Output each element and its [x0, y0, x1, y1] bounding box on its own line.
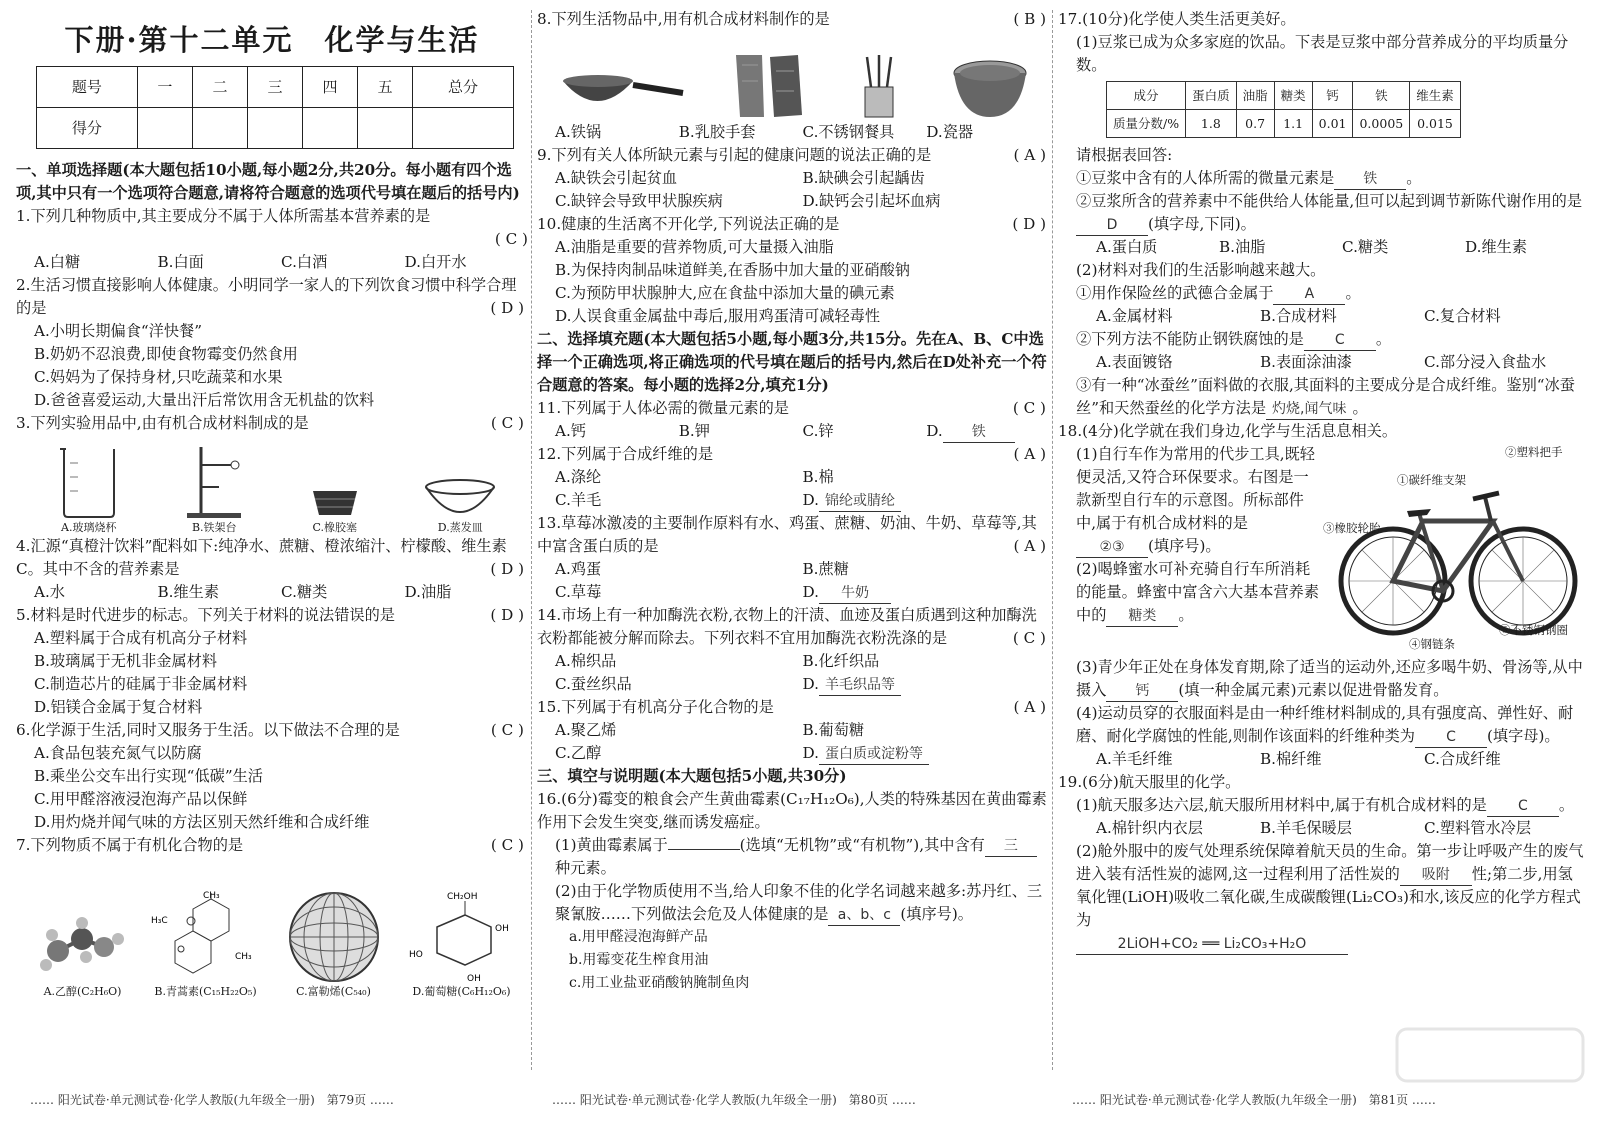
beaker-icon [54, 443, 124, 521]
answer-fill[interactable]: a、b、c [828, 906, 900, 926]
column-divider [531, 10, 532, 1070]
option: C.草莓 [555, 583, 602, 601]
sub-question: ①用作保险丝的武德合金属于 A 。 [1058, 282, 1588, 305]
options-row [537, 650, 1050, 673]
question-stem: 3.下列实验用品中,由有机合成材料制成的是 ( C ) [16, 412, 528, 435]
svg-text:H₃C: H₃C [150, 916, 168, 926]
score-header-cell: 题号 [37, 67, 138, 108]
option: D.瓷器 [926, 123, 974, 141]
option: C.制造芯片的硅属于非金属材料 [34, 675, 248, 693]
option: A.缺铁会引起贫血 [555, 169, 678, 187]
score-cell[interactable] [137, 108, 192, 149]
options-row [537, 558, 1050, 581]
option-image: A.乙醇(C₂H₆O) [38, 905, 128, 999]
options-row: A.金属材料 B.合成材料 C.复合材料 [1096, 307, 1501, 325]
option: B.缺碘会引起龋齿 [802, 169, 925, 187]
page-footer: …… 阳光试卷·单元测试卷·化学人教版(九年级全一册) 第81页 …… [1072, 1093, 1436, 1107]
options-row: A.棉针织内衣层 B.羊毛保暖层 C.塑料管水冷层 [1096, 819, 1532, 837]
option: A.聚乙烯 [555, 721, 617, 739]
question-stem: 16.(6分)霉变的粮食会产生黄曲霉素(C₁₇H₁₂O₆),人类的特殊基因在黄曲霉素作用下会发生突变,继而诱发癌症。 [537, 790, 1047, 831]
image-options-row [26, 439, 528, 535]
option: B.白面 [157, 253, 204, 271]
equation-fill[interactable]: 2LiOH+CO₂ ══ Li₂CO₃+H₂O [1076, 935, 1348, 955]
option: B.化纤织品 [802, 652, 880, 670]
option: B.棉 [802, 468, 834, 486]
question-stem: 7.下列物质不属于有机化合物的是 ( C ) [16, 834, 528, 857]
watermark-logo [1395, 1025, 1585, 1085]
score-table [36, 66, 514, 149]
bike-label: ①碳纤维支架 [1397, 473, 1466, 487]
sub-question: (2)喝蜂蜜水可补充骑自行车所消耗的能量。蜂蜜中富含六大基本营养素中的 糖类 。 [1058, 558, 1588, 627]
table-header-cell: 维生素 [1410, 82, 1461, 110]
option: D.铝镁合金属于复合材料 [34, 698, 203, 716]
options-row: C.蚕丝织品 D. 羊毛织品等 [537, 673, 1050, 696]
table-header-cell: 糖类 [1274, 82, 1312, 110]
option: C.妈妈为了保持身材,只吃蔬菜和水果 [34, 368, 283, 386]
iron-stand-icon [179, 443, 249, 521]
question-stem: 5.材料是时代进步的标志。下列关于材料的说法错误的是 ( D ) [16, 604, 528, 627]
option: C.为预防甲状腺肿大,应在食盐中添加大量的碘元素 [555, 284, 895, 302]
option-image: C.橡胶塞 [305, 481, 365, 535]
answer-bracket: ( C ) [494, 230, 528, 248]
answer-bracket: ( D ) [1012, 215, 1046, 233]
column-middle [537, 0, 1050, 1082]
sub-question: (2)由于化学物质使用不当,给人印象不佳的化学名词越来越多:苏丹红、三聚氰胺……下列做法会危及人体健康的是 a、b、c (填序号)。 [537, 880, 1050, 926]
score-cell[interactable] [358, 108, 413, 149]
page-footer: …… 阳光试卷·单元测试卷·化学人教版(九年级全一册) 第79页 …… [30, 1093, 394, 1107]
option: A.白糖 [34, 253, 81, 271]
sub-question: (3)青少年正处在身体发育期,除了适当的运动外,还应多喝牛奶、骨汤等,从中摄入 钙 (填一种金属元素)元素以促进骨骼发育。 [1058, 656, 1588, 702]
question-stem: 19.(6分)航天服里的化学。 [1058, 773, 1241, 791]
list-item: c.用工业盐亚硝酸钠腌制鱼肉 [569, 975, 750, 991]
answer-fill[interactable]: 羊毛织品等 [819, 676, 901, 696]
option: B.为保持肉制品味道鲜美,在香肠中加大量的亚硝酸钠 [555, 261, 910, 279]
option: A.钙 [555, 422, 586, 440]
option: A.棉织品 [555, 652, 617, 670]
table-header-cell: 油脂 [1236, 82, 1274, 110]
option: B.葡萄糖 [802, 721, 865, 739]
wok-icon [557, 63, 687, 121]
table-cell: 0.7 [1236, 110, 1274, 138]
sub-question: (4)运动员穿的衣服面料是由一种纤维材料制成的,具有强度高、弹性好、耐磨、耐化学腐蚀的性能,则制作该面料的纤维种类为 C (填字母)。 [1058, 702, 1588, 748]
answer-bracket: ( A ) [1013, 698, 1046, 716]
answer-fill[interactable]: A [1273, 285, 1345, 305]
sub-question: ①豆浆中含有的人体所需的微量元素是 铁 。 [1058, 167, 1588, 190]
question-stem: 6.化学源于生活,同时又服务于生活。以下做法不合理的是 ( C ) [16, 719, 528, 742]
option: C.羊毛 [555, 491, 602, 509]
table-header-cell: 铁 [1353, 82, 1410, 110]
options-row: A.表面镀铬 B.表面涂油漆 C.部分浸入食盐水 [1096, 353, 1547, 371]
option: A.油脂是重要的营养物质,可大量摄入油脂 [555, 238, 834, 256]
score-header-cell: 一 [137, 67, 192, 108]
question-stem: 15.下列属于有机高分子化合物的是 ( A ) [537, 696, 1050, 719]
question-stem: 2.生活习惯直接影响人体健康。小明同学一家人的下列饮食习惯中科学合理的是 ( D ) [16, 274, 528, 320]
image-options-row [26, 869, 528, 999]
answer-bracket: ( A ) [1013, 146, 1046, 164]
option-image: C.富勒烯(C₅₄₀) [284, 889, 384, 999]
table-cell: 0.015 [1410, 110, 1461, 138]
option: C.糖类 [281, 583, 328, 601]
bike-label: ③橡胶轮胎 [1323, 521, 1381, 535]
section-heading: 二、选择填充题(本大题包括5小题,每小题3分,共15分。先在A、B、C中选择一个正确选项,将正确选项的代号填在题后的括号内,然后在D处补充一个符合题意的答案。每小题的选择2分,填充1分) [537, 330, 1047, 394]
answer-fill[interactable]: 蛋白质或淀粉等 [819, 745, 929, 765]
column-divider [1052, 10, 1053, 1070]
answer-fill[interactable]: 灼烧,闻气味 [1266, 400, 1352, 420]
option: A.涤纶 [555, 468, 602, 486]
question-stem: 4.汇源“真橙汁饮料”配料如下:纯净水、蔗糖、橙浓缩汁、柠檬酸、维生素C。其中不含的营养素是 ( D ) [16, 535, 528, 581]
answer-fill[interactable]: C [1304, 331, 1376, 351]
table-cell: 0.01 [1312, 110, 1353, 138]
options-row: A.蛋白质 B.油脂 C.糖类 D.维生素 [1096, 238, 1528, 256]
image-options-row [537, 35, 1050, 121]
table-cell: 1.8 [1186, 110, 1237, 138]
sub-question: (1)黄曲霉素属于 (选填“无机物”或“有机物”),其中含有 三种元素。 [537, 834, 1050, 880]
options-row [16, 581, 528, 604]
svg-text:CH₃: CH₃ [202, 891, 220, 901]
watermark-icon [1395, 1025, 1585, 1085]
answer-bracket: ( D ) [490, 560, 524, 578]
sub-question: (2)材料对我们的生活影响越来越大。 [1076, 261, 1326, 279]
option: B.乳胶手套 [678, 123, 756, 141]
answer-bracket: ( A ) [1013, 537, 1046, 555]
option-image [557, 63, 687, 121]
bike-label: ⑤不锈钢钢圈 [1499, 623, 1568, 637]
table-cell: 质量分数/% [1107, 110, 1186, 138]
option-image: CH₃ H₃C CH₃ B.青蒿素(C₁₅H₂₂O₅) [151, 889, 261, 999]
options-row [537, 466, 1050, 489]
page-title: 下册·第十二单元 化学与生活 [64, 23, 480, 57]
answer-fill[interactable]: 铁 [1334, 170, 1406, 190]
glucose-structure-icon [407, 889, 517, 985]
answer-bracket: ( C ) [490, 836, 524, 854]
bike-label: ④钢链条 [1409, 637, 1455, 651]
column-right [1058, 0, 1588, 1082]
question-stem: 13.草莓冰激凌的主要制作原料有水、鸡蛋、蔗糖、奶油、牛奶、草莓等,其中富含蛋白质的是 ( A ) [537, 512, 1050, 558]
option: D.人误食重金属盐中毒后,服用鸡蛋清可减轻毒性 [555, 307, 881, 325]
nutrition-table [1106, 81, 1461, 138]
sub-question: ②下列方法不能防止钢铁腐蚀的是 C 。 [1058, 328, 1588, 351]
table-cell: 1.1 [1274, 110, 1312, 138]
option-image: D.蒸发皿 [420, 477, 500, 535]
question-stem: 14.市场上有一种加酶洗衣粉,衣物上的汗渍、血迹及蛋白质遇到这种加酶洗衣粉都能被分解而除去。下列衣料不宜用加酶洗衣粉洗涤的是 ( C ) [537, 604, 1050, 650]
table-header-cell: 蛋白质 [1186, 82, 1237, 110]
option: B.玻璃属于无机非金属材料 [34, 652, 218, 670]
option: D.缺钙会引起坏血病 [802, 192, 941, 210]
option: C.用甲醛溶液浸泡海产品以保鲜 [34, 790, 248, 808]
artemisinin-structure-icon [151, 889, 261, 985]
score-cell[interactable] [192, 108, 247, 149]
option: A.水 [34, 583, 65, 601]
question-stem: 12.下列属于合成纤维的是 ( A ) [537, 443, 1050, 466]
option: B.乘坐公交车出行实现“低碳”生活 [34, 767, 263, 785]
rubber-stopper-icon [305, 481, 365, 521]
answer-fill[interactable]: 锦纶或腈纶 [819, 492, 901, 512]
score-header-cell: 五 [358, 67, 413, 108]
fullerene-icon [284, 889, 384, 985]
answer-bracket: ( C ) [1012, 399, 1046, 417]
options-row [16, 251, 528, 274]
score-cell[interactable] [413, 108, 514, 149]
table-header-cell: 成分 [1107, 82, 1186, 110]
answer-fill[interactable]: 铁 [943, 423, 1015, 443]
score-header-cell: 三 [247, 67, 302, 108]
answer-fill[interactable]: D [1076, 216, 1148, 236]
answer-fill[interactable]: 三 [985, 837, 1037, 857]
answer-fill[interactable]: C [1487, 797, 1559, 817]
answer-fill[interactable]: 吸附 [1400, 866, 1472, 886]
score-cell[interactable] [247, 108, 302, 149]
answer-fill[interactable]: C [1415, 728, 1487, 748]
option: D. [926, 422, 943, 440]
answer-bracket: ( A ) [1013, 445, 1046, 463]
section-heading: 三、填空与说明题(本大题包括5小题,共30分) [537, 767, 847, 785]
answer-fill[interactable]: 糖类 [1106, 607, 1178, 627]
sub-question: ③有一种“冰蚕丝”面料做的衣服,其面料的主要成分是合成纤维。鉴别“冰蚕丝”和天然蚕丝的化学方法是 灼烧,闻气味 。 [1058, 374, 1588, 420]
option: C.乙醇 [555, 744, 602, 762]
answer-bracket: ( D ) [490, 299, 524, 317]
option: A.食品包装充氮气以防腐 [34, 744, 202, 762]
page-footer: …… 阳光试卷·单元测试卷·化学人教版(九年级全一册) 第80页 …… [552, 1093, 916, 1107]
latex-gloves-icon [728, 51, 808, 121]
svg-text:OH: OH [494, 924, 509, 934]
svg-text:OH: OH [466, 974, 481, 984]
options-row [537, 420, 1050, 443]
list-item: b.用霉变花生榨食用油 [569, 952, 709, 968]
option: A.鸡蛋 [555, 560, 602, 578]
option: C.不锈钢餐具 [802, 123, 895, 141]
ethanol-molecule-icon [38, 905, 128, 985]
section-heading: 一、单项选择题(本大题包括10小题,每小题2分,共20分。每小题有四个选项,其中只有一个选项符合题意,请将符合题意的选项代号填在题后的括号内) [16, 161, 520, 202]
option: A.塑料属于合成有机高分子材料 [34, 629, 248, 647]
evaporating-dish-icon [420, 477, 500, 521]
options-row: C.乙醇 D. 蛋白质或淀粉等 [537, 742, 1050, 765]
option: B.蔗糖 [802, 560, 849, 578]
sub-question: (1)自行车作为常用的代步工具,既轻便灵活,又符合环保要求。右图是一款新型自行车的示意图。所标部件中,属于有机合成材料的是②③ (填序号)。 [1058, 443, 1588, 558]
option: B.钾 [678, 422, 710, 440]
answer-bracket: ( C ) [490, 721, 524, 739]
option-image: B.铁架台 [179, 443, 249, 535]
options-row: C.草莓 D. 牛奶 [537, 581, 1050, 604]
answer-fill[interactable]: 牛奶 [819, 584, 891, 604]
bicycle-figure [1323, 441, 1588, 656]
svg-text:CH₃: CH₃ [234, 952, 252, 962]
option: D.爸爸喜爱运动,大量出汗后常饮用含无机盐的饮料 [34, 391, 375, 409]
option: D.白开水 [404, 253, 467, 271]
question-stem: 1.下列几种物质中,其主要成分不属于人体所需基本营养素的是 [16, 207, 431, 225]
question-stem: 10.健康的生活离不开化学,下列说法正确的是 ( D ) [537, 213, 1050, 236]
option: D.油脂 [404, 583, 452, 601]
sub-question [1058, 932, 1588, 955]
answer-fill[interactable] [668, 849, 740, 850]
option: C.缺锌会导致甲状腺疾病 [555, 192, 723, 210]
table-header-cell: 钙 [1312, 82, 1353, 110]
answer-bracket: ( C ) [490, 414, 524, 432]
sub-question: (2)舱外服中的废气处理系统保障着航天员的生命。第一步让呼吸产生的废气进入装有活性炭的滤网,这一过程利用了活性炭的 吸附 性;第二步,用氢氧化锂(LiOH)吸收二氧化碳,生成碳酸锂(Li₂CO₃)和水,该反应的化学方程式为 [1076, 842, 1584, 929]
svg-text:HO: HO [408, 950, 423, 960]
answer-fill[interactable]: 钙 [1106, 682, 1178, 702]
answer-fill[interactable]: ②③ [1076, 538, 1148, 558]
options-row: C.羊毛 D. 锦纶或腈纶 [537, 489, 1050, 512]
option: D.用灼烧并闻气味的方法区别天然纤维和合成纤维 [34, 813, 370, 831]
sub-question: (1)豆浆已成为众多家庭的饮品。下表是豆浆中部分营养成分的平均质量分数。 [1076, 33, 1569, 74]
option: B.奶奶不忍浪费,即使食物霉变仍然食用 [34, 345, 298, 363]
answer-bracket: ( C ) [1012, 629, 1046, 647]
question-stem: 11.下列属于人体必需的微量元素的是 ( C ) [537, 397, 1050, 420]
option: B.维生素 [157, 583, 220, 601]
option-image: A.玻璃烧杯 [54, 443, 124, 535]
score-header-cell: 二 [192, 67, 247, 108]
table-cell: 0.0005 [1353, 110, 1410, 138]
score-header-cell: 四 [303, 67, 358, 108]
options-row [537, 121, 1050, 144]
question-stem: 9.下列有关人体所缺元素与引起的健康问题的说法正确的是 ( A ) [537, 144, 1050, 167]
option-image [728, 51, 808, 121]
option-image: CH₂OH OH HO OH D.葡萄糖(C₆H₁₂O₆) [407, 889, 517, 999]
ceramic-bowl-icon [950, 55, 1030, 121]
static-text: 请根据表回答: [1076, 146, 1173, 164]
option: A.铁锅 [555, 123, 602, 141]
list-item: a.用甲醛浸泡海鲜产品 [569, 929, 708, 945]
bike-label: ②塑料把手 [1505, 445, 1563, 459]
svg-text:CH₂OH: CH₂OH [446, 892, 478, 902]
question-stem: 18.(4分)化学就在我们身边,化学与生活息息相关。 [1058, 422, 1398, 440]
steel-utensils-icon [849, 51, 909, 121]
option-image [849, 51, 909, 121]
option-image [950, 55, 1030, 121]
options-row [537, 190, 1050, 213]
question-stem: 17.(10分)化学使人类生活更美好。 [1058, 10, 1296, 28]
column-left [16, 0, 528, 1082]
score-header-cell: 总分 [413, 67, 514, 108]
answer-bracket: ( D ) [490, 606, 524, 624]
sub-question: ②豆浆所含的营养素中不能供给人体能量,但可以起到调节新陈代谢作用的是D (填字母,下同)。 [1058, 190, 1588, 236]
option: A.小明长期偏食“洋快餐” [34, 322, 203, 340]
option: C.锌 [802, 422, 834, 440]
score-row-label: 得分 [37, 108, 138, 149]
options-row [537, 167, 1050, 190]
score-cell[interactable] [303, 108, 358, 149]
option: C.蚕丝织品 [555, 675, 632, 693]
question-stem: 8.下列生活物品中,用有机合成材料制作的是 ( B ) [537, 8, 1050, 31]
option: C.白酒 [281, 253, 328, 271]
answer-bracket: ( B ) [1013, 10, 1046, 28]
sub-question: (1)航天服多达六层,航天服所用材料中,属于有机合成材料的是 C 。 [1058, 794, 1588, 817]
options-row [537, 719, 1050, 742]
options-row: A.羊毛纤维 B.棉纤维 C.合成纤维 [1096, 750, 1501, 768]
